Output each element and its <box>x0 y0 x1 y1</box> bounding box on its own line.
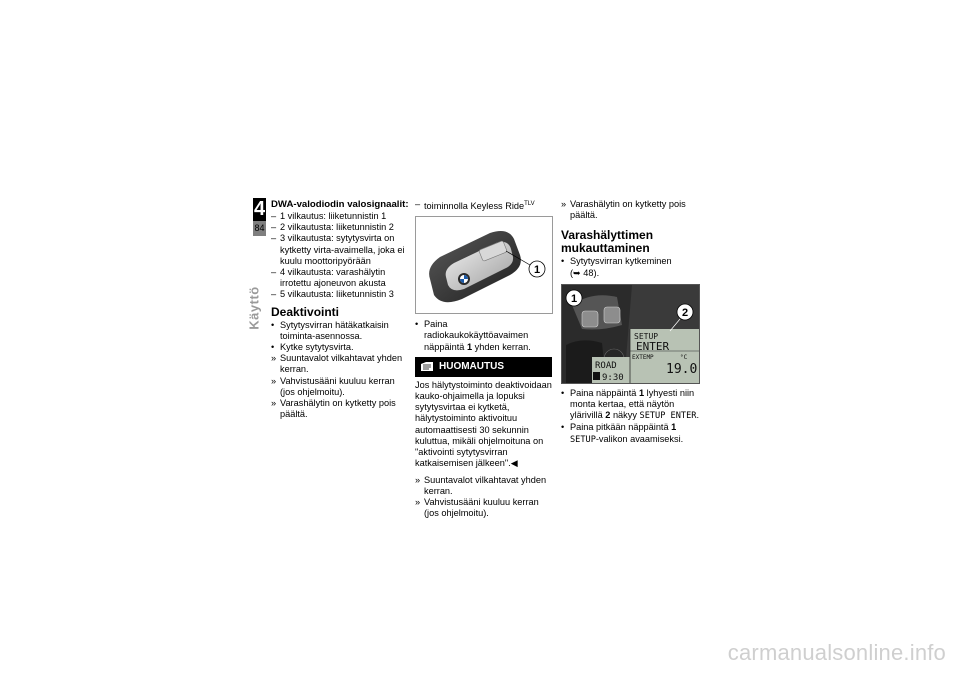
remote-key-illustration <box>416 217 552 313</box>
remote-key-figure <box>415 216 553 314</box>
deactivation-heading: Deaktivointi <box>271 304 340 319</box>
list-item: • Kytke sytytysvirta. <box>271 342 354 353</box>
list-item: » Varashälytin on kytketty pois päältä. <box>561 199 686 221</box>
display-setup-text: SETUP <box>634 331 659 341</box>
display-enter-text: ENTER <box>636 339 670 353</box>
list-item: – 1 vilkautus: liiketunnistin 1 <box>271 211 387 221</box>
callout-1-label: 1 <box>533 264 541 277</box>
note-header <box>415 357 552 377</box>
customize-heading: Varashälyttimen mukauttaminen <box>561 228 654 256</box>
list-item: – 3 vilkautusta: sytytysvirta on kytketty virta-avaimella, joka ei kuulu moottoripyörään <box>271 233 405 266</box>
note-body: Jos hälytystoiminto deaktivoidaan kauko-ohjaimella ja lopuksi sytytysvirtaa ei kytketä, hälytystoiminto aktivoituu automaattisesti 30 sekunnin kuluttua, mikäli ohjelmoituna on "aktivointi sytytysvirran katkaisemisen jälkeen".◀ <box>415 379 552 469</box>
handlebar-display-illustration <box>562 285 699 383</box>
display-extemp-text: EXTEMP <box>632 353 654 361</box>
deactivation-list <box>271 320 409 421</box>
list-item: » Suuntavalot vilkahtavat yhden kerran. <box>271 353 403 375</box>
page-number-badge <box>253 221 266 236</box>
list-item: – toiminnolla Keyless Ride$^{TLV}$ <box>415 199 535 212</box>
list-item: » Vahvistusääni kuuluu kerran (jos ohjelmoitu). <box>271 375 395 397</box>
display-mode-text: ROAD <box>595 360 617 371</box>
list-item: – 2 vilkautusta: liiketunnistin 2 <box>271 222 394 233</box>
list-item: – 4 vilkautusta: varashälytin irrotettu ajoneuvon akusta <box>271 267 386 289</box>
list-item: • Paina näppäintä 1 lyhyesti niin monta kertaa, että näytön ylärivillä 2 näkyy SETUP ENTER. <box>561 387 699 422</box>
after-list <box>415 475 552 520</box>
list-item: – 5 vilkautusta: liiketunnistin 3 <box>271 289 394 300</box>
column-2 <box>415 199 552 519</box>
callout-1-label: 1 <box>570 292 578 305</box>
list-item: • Sytytysvirran kytkeminen (➥ 48). <box>561 256 672 278</box>
chapter-side-tab <box>239 278 269 338</box>
dwa-list <box>271 211 409 301</box>
note-icon <box>421 362 433 371</box>
page-number: 84 <box>254 223 265 233</box>
note-title: HUOMAUTUS <box>439 360 504 372</box>
list-item: » Suuntavalot vilkahtavat yhden kerran. <box>415 474 547 496</box>
dwa-heading: DWA-valodiodin valosignaalit: <box>271 199 409 210</box>
list-item: » Vahvistusääni kuuluu kerran (jos ohjelmoitu). <box>415 496 539 519</box>
callout-2-label: 2 <box>681 306 689 319</box>
chapter-number: 4 <box>253 198 266 220</box>
list-item: » Varashälytin on kytketty pois päältä. <box>271 398 396 420</box>
lock-icon <box>593 372 600 380</box>
display-time-text: 9:30 <box>602 372 624 383</box>
display-temp-unit: °C <box>680 353 688 361</box>
list-item: • Paina radiokaukokäyttöavaimen näppäintä 1 yhden kerran. <box>415 319 531 352</box>
list-item: • Paina pitkään näppäintä 1 SETUP-valikon avaamiseksi. <box>561 422 684 445</box>
column-1 <box>271 199 409 420</box>
chapter-side-tab-label: Käyttö <box>246 286 262 330</box>
end-mark-icon: ◀ <box>510 458 518 469</box>
display-temp-value: 19.0 <box>666 361 698 377</box>
column-3 <box>561 199 700 446</box>
watermark: carmanualsonline.info <box>727 640 946 665</box>
list-item: • Sytytysvirran hätäkatkaisin toiminta-asennossa. <box>271 319 389 341</box>
handlebar-display-figure <box>561 284 700 384</box>
chapter-number-badge <box>253 198 266 221</box>
